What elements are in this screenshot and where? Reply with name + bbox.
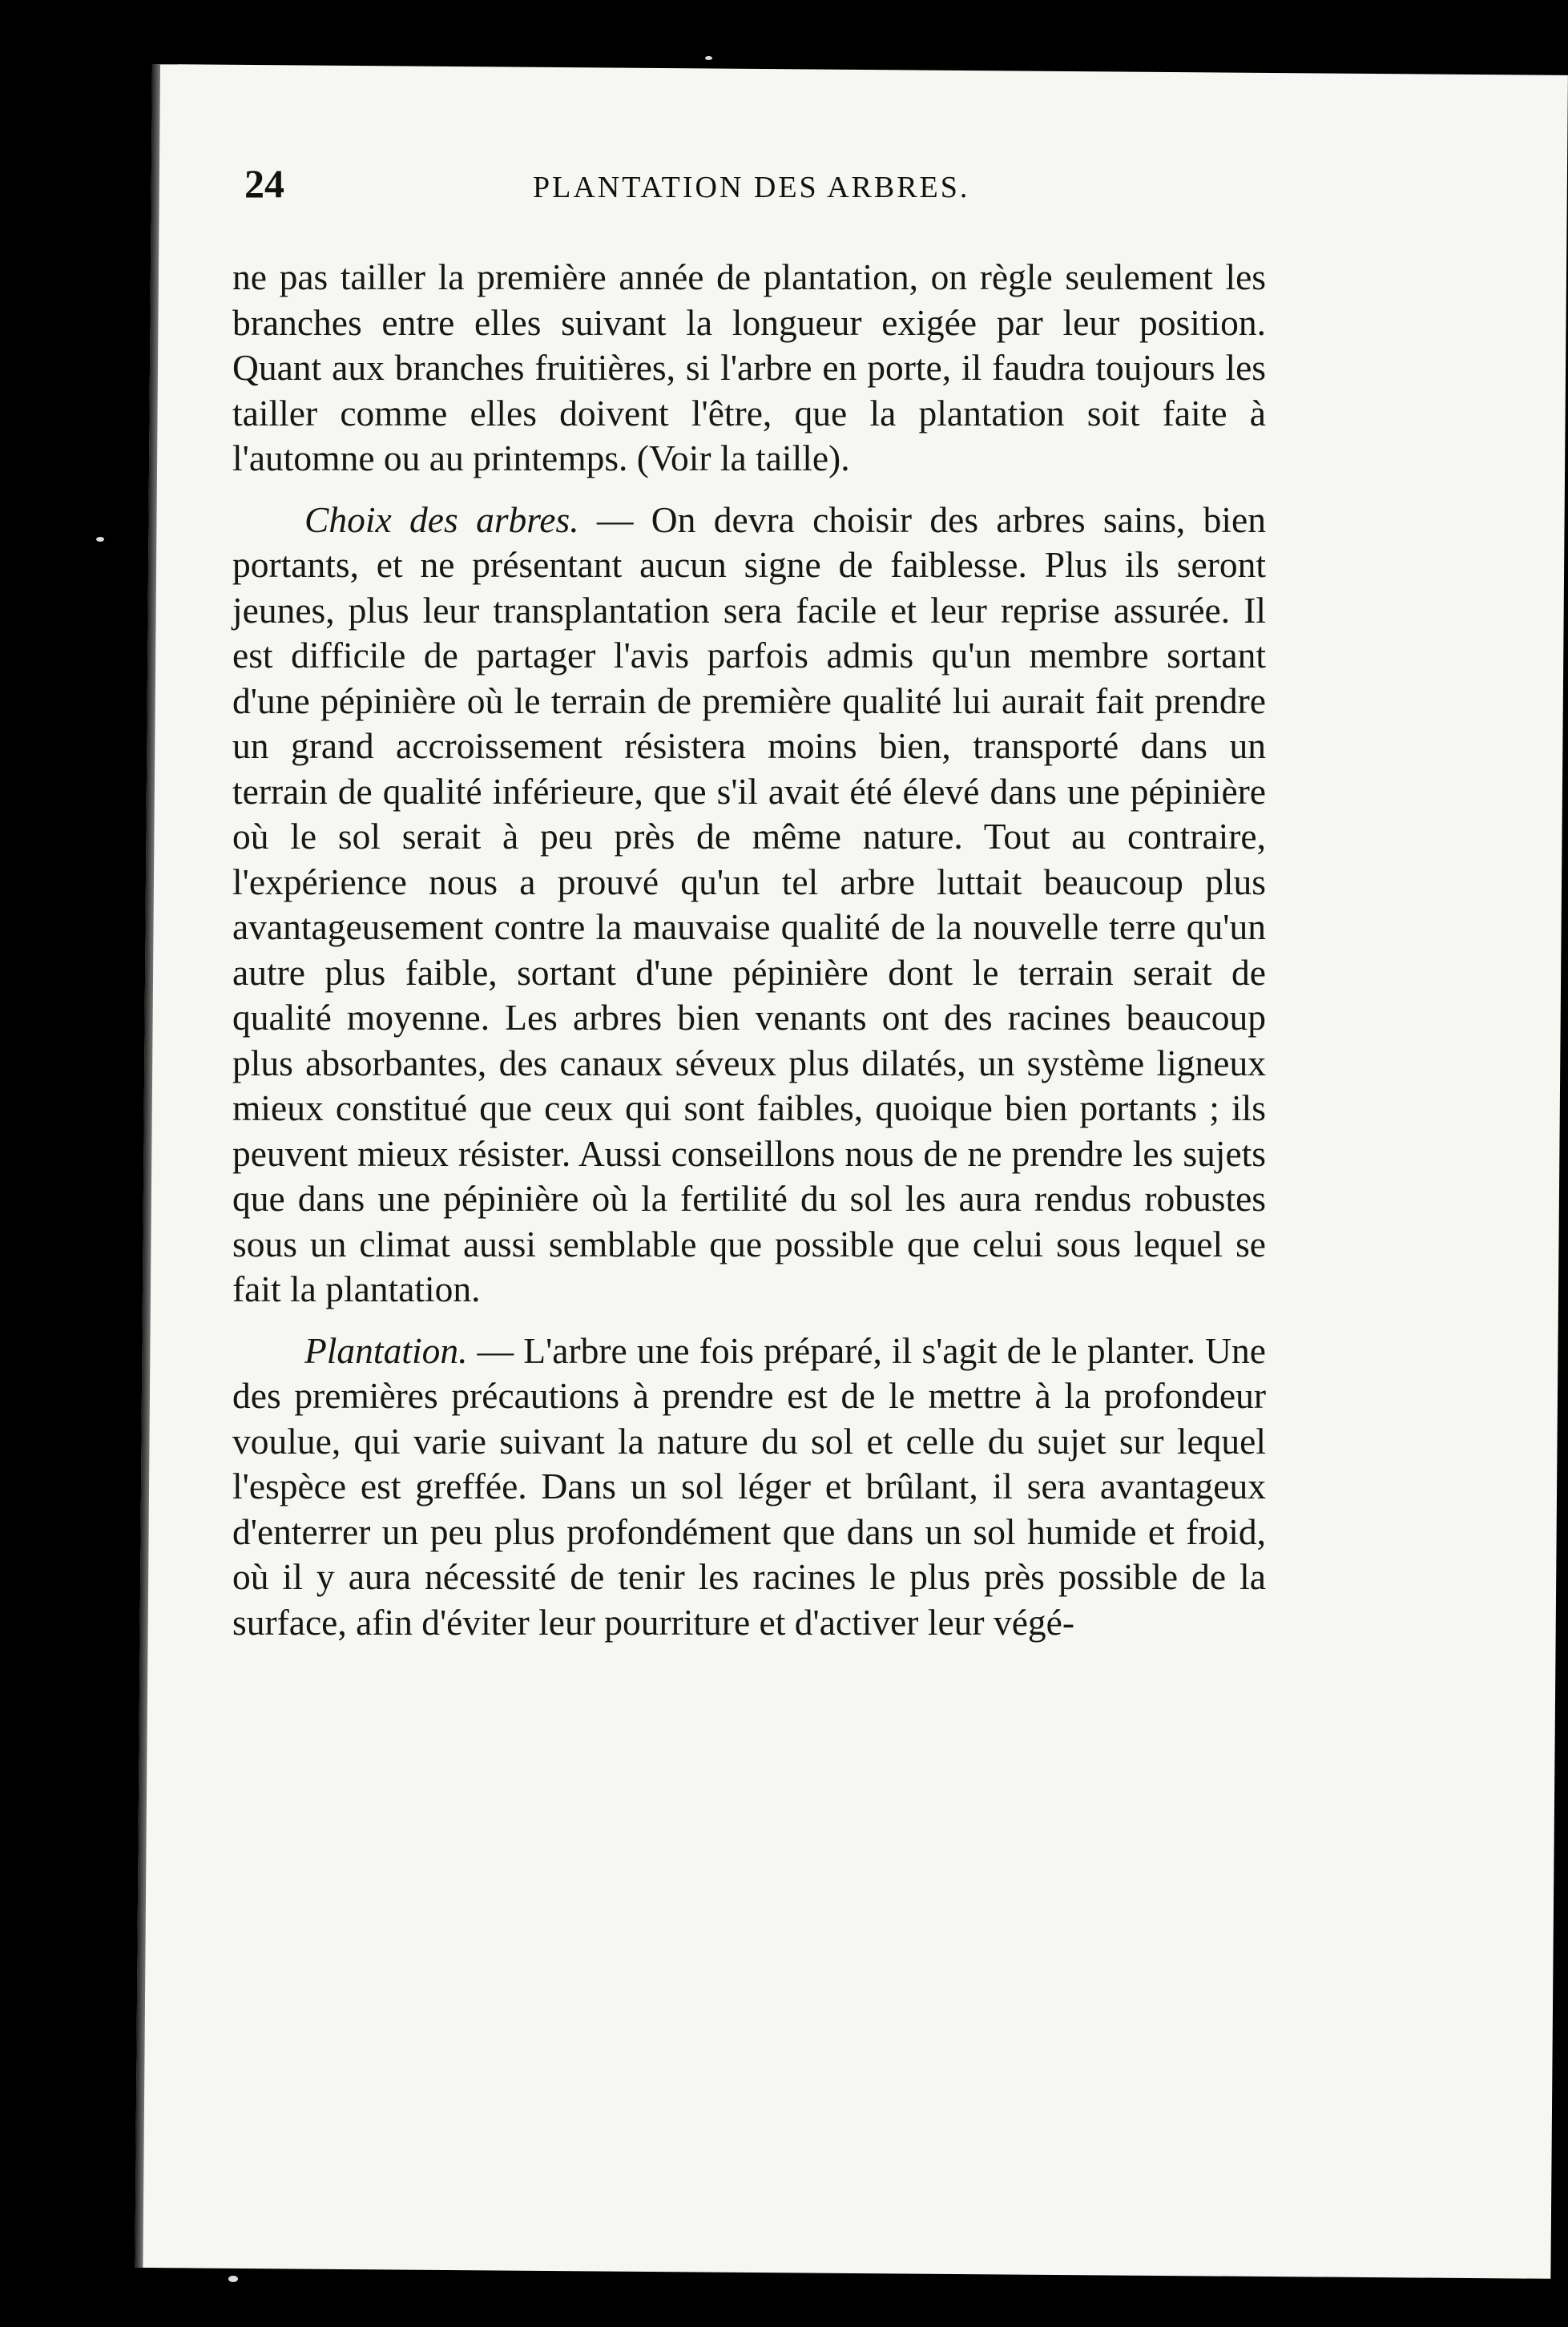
page-body	[232, 255, 1266, 1645]
page-spine-edge	[135, 64, 160, 2268]
scan-speck	[228, 2276, 238, 2282]
paragraph-choix-des-arbres	[232, 498, 1266, 1313]
scan-speck	[96, 537, 104, 542]
running-title: PLANTATION DES ARBRES.	[533, 171, 970, 204]
paragraph-plantation	[232, 1329, 1266, 1646]
section-title: Choix des arbres.	[304, 498, 579, 540]
paragraph-continuation	[232, 255, 1266, 482]
scan-speck	[705, 56, 712, 60]
paragraph-text: — L'arbre une fois préparé, il s'agit de le planter. Une des premières précautions à prendre est de le mettre à la profondeur voulue, qui varie suivant la nature du sol et celle du sujet sur lequel l'espèce est greffée. Dans un sol léger et brûlant, il sera avantageux d'enterrer un peu plus profondément que dans un sol humide et froid, où il y aura nécessité de tenir les racines le plus près possible de la surface, afin d'éviter leur pourriture et d'activer leur végé-	[232, 1329, 1266, 1643]
paragraph-text: — On devra choisir des arbres sains, bien portants, et ne présentant aucun signe de faiblesse. Plus ils seront jeunes, plus leur transplantation sera facile et leur reprise assurée. Il est difficile de partager l'avis parfois admis qu'un membre sortant d'une pépinière où le terrain de première qualité lui aurait fait prendre un grand accroissement résistera moins bien, transporté dans un terrain de qualité inférieure, que s'il avait été élevé dans une pépinière où le sol serait à peu près de même nature. Tout au contraire, l'expérience nous a prouvé qu'un tel arbre luttait beaucoup plus avantageusement contre la mauvaise qualité de la nouvelle terre qu'un autre plus faible, sortant d'une pépinière dont le terrain serait de qualité moyenne. Les arbres bien venants ont des racines beaucoup plus absorbantes, des canaux séveux plus dilatés, un système ligneux mieux constitué que ceux qui sont faibles, quoique bien portants ; ils peuvent mieux résister. Aussi conseillons nous de ne prendre les sujets que dans une pépinière où la fertilité du sol les aura rendus robustes sous un climat aussi semblable que possible que celui sous lequel se fait la plantation.	[232, 498, 1266, 1309]
page-number: 24	[244, 161, 284, 206]
section-title: Plantation.	[304, 1329, 468, 1371]
paragraph-text: ne pas tailler la première année de plantation, on règle seulement les branches entre elles suivant la longueur exigée par leur position. Quant aux branches fruitières, si l'arbre en porte, il faudra toujours les tailler comme elles doivent l'être, que la plantation soit faite à l'automne ou au printemps. (Voir la taille).	[232, 256, 1266, 478]
page-header	[244, 160, 1440, 208]
